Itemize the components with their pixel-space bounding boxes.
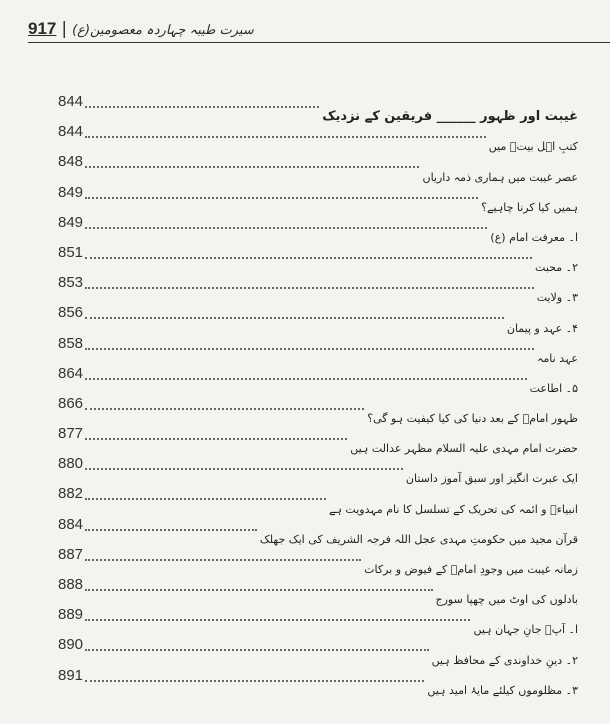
toc-entry-title: ایک عبرت انگیز اور سبق آموز داستان [405,472,578,486]
dot-leader [85,275,534,289]
toc-entry [58,607,578,637]
toc-entry [58,185,578,215]
toc-entry [58,486,578,516]
toc-page-number: 866 [58,394,84,412]
dot-leader [85,517,257,531]
page-header [28,14,610,43]
dot-leader [85,336,534,350]
toc-page-number: 849 [58,183,84,201]
toc-entry-title: عہد نامہ [536,351,578,365]
toc-entry-title: ظہور امامؑ کے بعد دنیا کی کیا کیفیت ہو گی؟ [367,412,578,426]
toc-page-number: 848 [58,153,84,171]
dot-leader [85,124,486,138]
toc-entry-title: قرآن مجید میں حکومتِ مہدی عجل اللہ فرجہ الشریف کی ایک جھلک [259,532,578,546]
toc-entry-title: ۲۔ محبت [535,261,578,275]
toc-entry-title: انبیاءؑ و ائمہ کی تحریک کے تسلسل کا نام مہدویت ہے [329,502,578,516]
toc-entry [58,396,578,426]
toc-page-number: 887 [58,545,84,563]
toc-page-number: 889 [58,606,84,624]
toc-page-number: 882 [58,485,84,503]
book-title: سیرت طیبہ چہاردہ معصومین(ع) [72,23,254,38]
toc-entry [58,577,578,607]
toc-entry [58,215,578,245]
dot-leader [85,426,347,440]
toc-entry [58,275,578,305]
table-of-contents [58,94,578,698]
dot-leader [85,94,319,108]
dot-leader [85,366,527,380]
dot-leader [85,668,424,682]
toc-entry [58,547,578,577]
dot-leader [85,396,364,410]
toc-entry-title: عصر غیبت میں ہماری ذمہ داریاں [422,170,578,184]
dot-leader [85,456,403,470]
toc-page-number: 849 [58,213,84,231]
toc-page-number: 851 [58,243,84,261]
dot-leader [85,215,487,229]
toc-page-number: 858 [58,334,84,352]
dot-leader [85,547,361,561]
toc-entry-title: حضرت امام مہدی علیہ السلام مظہر عدالت ہیں [350,442,578,456]
toc-entry-title: ہمیں کیا کرنا چاہیے؟ [481,200,578,214]
toc-entry-title: زمانہ غیبت میں وجودِ امامؑ کے فیوض و برکات [364,563,578,576]
toc-entry-title: ا۔ آپؑ جانِ جہان ہیں [473,623,578,637]
toc-entry-title: بادلوں کی اوٹ میں چھپا سورج [435,593,578,607]
dot-leader [85,154,419,168]
dot-leader [85,607,470,621]
toc-entry-title: ۲۔ دینِ خداوندی کے محافظ ہیں [431,653,578,667]
page-number: 917 [28,19,57,38]
toc-entry-title: کتبِ اہل بیتؑ میں [488,140,578,154]
toc-page-number: 884 [58,515,84,533]
toc-entry-title: ۴۔ عہد و پیمان [506,321,578,335]
toc-entry [58,154,578,184]
toc-page-number: 888 [58,576,84,593]
toc-page-number: 844 [58,93,84,110]
toc-page-number: 890 [58,636,84,654]
toc-entry-title: ا۔ معرفت امام (ع) [490,230,578,244]
toc-entry-title: ۵۔ اطاعت [529,381,578,395]
header-separator: | [61,19,68,39]
toc-page-number: 844 [58,123,84,141]
toc-entry-title: ۳۔ ولایت [536,291,578,305]
toc-page-number: 877 [58,425,84,443]
toc-page-number: 856 [58,304,84,322]
toc-entry [58,366,578,396]
toc-entry [58,517,578,547]
toc-entry [58,336,578,366]
toc-entry [58,245,578,275]
toc-page-number: 853 [58,274,84,292]
toc-entry [58,426,578,456]
dot-leader [85,185,478,199]
toc-page-number: 891 [58,666,84,684]
dot-leader [85,245,532,259]
toc-page-number: 864 [58,364,84,382]
toc-entry-title: غیبت اور ظہور ______ فریقین کے نزدیک [322,109,578,125]
dot-leader [85,305,504,319]
dot-leader [85,637,429,651]
toc-entry [58,94,578,124]
dot-leader [85,486,326,500]
toc-entry [58,637,578,667]
toc-entry [58,305,578,335]
toc-entry-title: ۳۔ مظلوموں کیلئے مایۂ امید ہیں [427,683,578,697]
toc-entry [58,124,578,154]
dot-leader [85,577,432,591]
toc-page-number: 880 [58,455,84,473]
toc-entry [58,456,578,486]
toc-entry [58,668,578,698]
